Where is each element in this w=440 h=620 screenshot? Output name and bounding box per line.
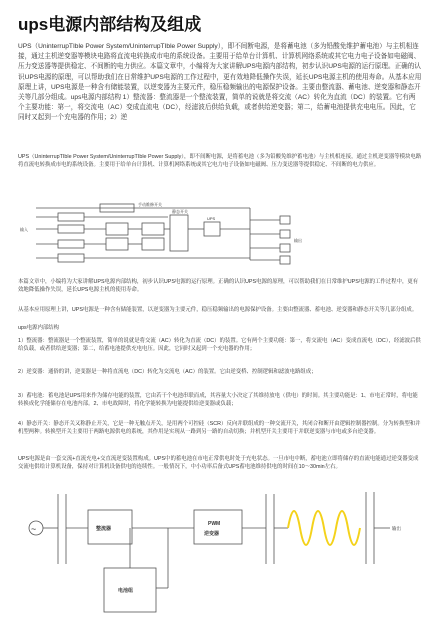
section-heading: ups电源内部结构 xyxy=(18,325,60,331)
rectifier-paragraph: 1）整流器：整流器是一个整流装置，简单的说就是将交流（AC）转化为直流（DC）的装置。它有两个主要功能：第一，将交流电（AC）变成直流电（DC），经滤波后供给负载，或者供给逆变器；第二，给蓄电池提供充电电压。因此，它同时又起到一个充电器的作用； xyxy=(18,338,421,353)
rectifier-label: 整流器 xyxy=(96,526,112,532)
ups-block-diagram xyxy=(18,200,422,272)
static-switch-label: 静态开关 xyxy=(172,209,188,214)
output-label: 输出 xyxy=(294,238,302,243)
article-intro-paragraph: 本篇文章中，小编将为大家讲解UPS电源内部结构，初步认识UPS电源的运行原理。正确的认识UPS电源的原理，可以帮助我们在日常维护UPS电源的工作过程中，更有效地降低操作失误，延长UPS电源主机的使用寿命。 xyxy=(18,279,419,294)
static-switch-paragraph: 4）静态开关：静态开关又称静止开关，它是一种无触点开关，是用两个可控硅（SCR）反向并联组成的一种交流开关，其闭合和断开由逻辑控制器控制。分为转换型和并机型两种。转换型开关主要用于两路电源供电的系统，其作用是实现从一路到另一路的自动切换；并机型开关主要用于并联逆变器与市电或多台逆变器。 xyxy=(18,421,421,436)
ups-definition-paragraph: UPS（UninterrupTIble Power System/UninterrupTIble Power Supply），即不间断电源，是将蓄电池（多为铅酸免维护蓄电池）与主机相连接，通过主机逆变器等模块电路将直流电转换成市电的系统设备。主要用于给单台计算机、计算机网络系统或其它电力电子设备如电磁阀、压力变送器等提供稳定、不间断的电力供应。 xyxy=(18,154,422,169)
ups-label: UPS xyxy=(207,216,216,221)
inverter-paragraph: 2）逆变器：通俗的讲，逆变器是一种将直流电（DC）转化为交流电（AC）的装置。它由逆变桥、控制逻辑和滤波电路组成； xyxy=(18,369,317,375)
manual-bypass-label: 手动维修开关 xyxy=(138,202,162,207)
output-terminal-label: 输出 xyxy=(392,526,401,531)
inverter-label: 逆变器 xyxy=(204,531,220,537)
ac-source-icon: ~ xyxy=(31,524,37,534)
input-label: 输入 xyxy=(20,227,28,232)
basic-principle-paragraph: 从基本应用原理上讲，UPS电源是一种含有储能装置，以逆变器为主要元件，稳压稳频输出的电源保护设备。主要由整流器、蓄电池、逆变器和静态开关等几部分组成。 xyxy=(18,307,418,313)
battery-pack-label: 电池组 xyxy=(118,588,134,594)
pwm-label: PWM xyxy=(208,521,221,527)
ups-circuit-diagram xyxy=(18,488,422,616)
battery-paragraph: 3）蓄电池：蓄电池是UPS用来作为储存电能的装置，它由若干个电池串联而成，其容量大小决定了其维持放电（供电）的时间。其主要功能是：1、市电正常时，将电能转换成化学能储存在电池内部。2、市电故障时，将化学能转换为电能提供给逆变器或负载； xyxy=(18,393,418,408)
ups-composition-paragraph: UPS电源是由一套交流+直流充电+交直流逆变装置构成。UPS中的蓄电池在市电正常供电时处于充电状态。一旦市电中断，蓄电池立即将储存的直流电能通过逆变器变成交流电供给计算机设备，保持对计算机设备供电的连续性。一般情况下，中小功率后备式UPS蓄电池维持供电的时间在10～30min左右。 xyxy=(18,456,419,471)
intro-paragraph: UPS（UninterrupTIble Power System/UninterrupTIble Power Supply），即不间断电源，是将蓄电池（多为铅酸免维护蓄电池）与主机相连接，通过主机逆变器等模块电路将直流电转换成市电的系统设备。主要用于给单台计算机、计算机网络系统或其它电力电子设备如电磁阀、压力变送器等提供稳定、不间断的电力供应。本篇文章中，小编将为大家讲解UPS电源内部结构，初步认识UPS电源的运行原理。正确的认识UPS电源的原理，可以帮助我们在日常维护UPS电源的工作过程中，更有效地降低操作失误，延长UPS电源主机的使用寿命。从基本应用原理上讲，UPS电源是一种含有储能装置，以逆变器为主要元件，稳压稳频输出的电源保护设备。主要由整流器、蓄电池、逆变器和静态开关等几部分组成。ups电源内部结构 1）整流器：整流器是一个整流装置，简单的说就是将交流（AC）转化为直流（DC）的装置。它有两个主要功能：第一，将交流电（AC）变成直流电（DC），经滤波后供给负载，或者供给逆变器；第二，给蓄电池提供充电电压。因此，它同时又起到一个充电器的作用；2）逆 xyxy=(18,43,422,122)
page-title: ups电源内部结构及组成 xyxy=(18,15,202,34)
